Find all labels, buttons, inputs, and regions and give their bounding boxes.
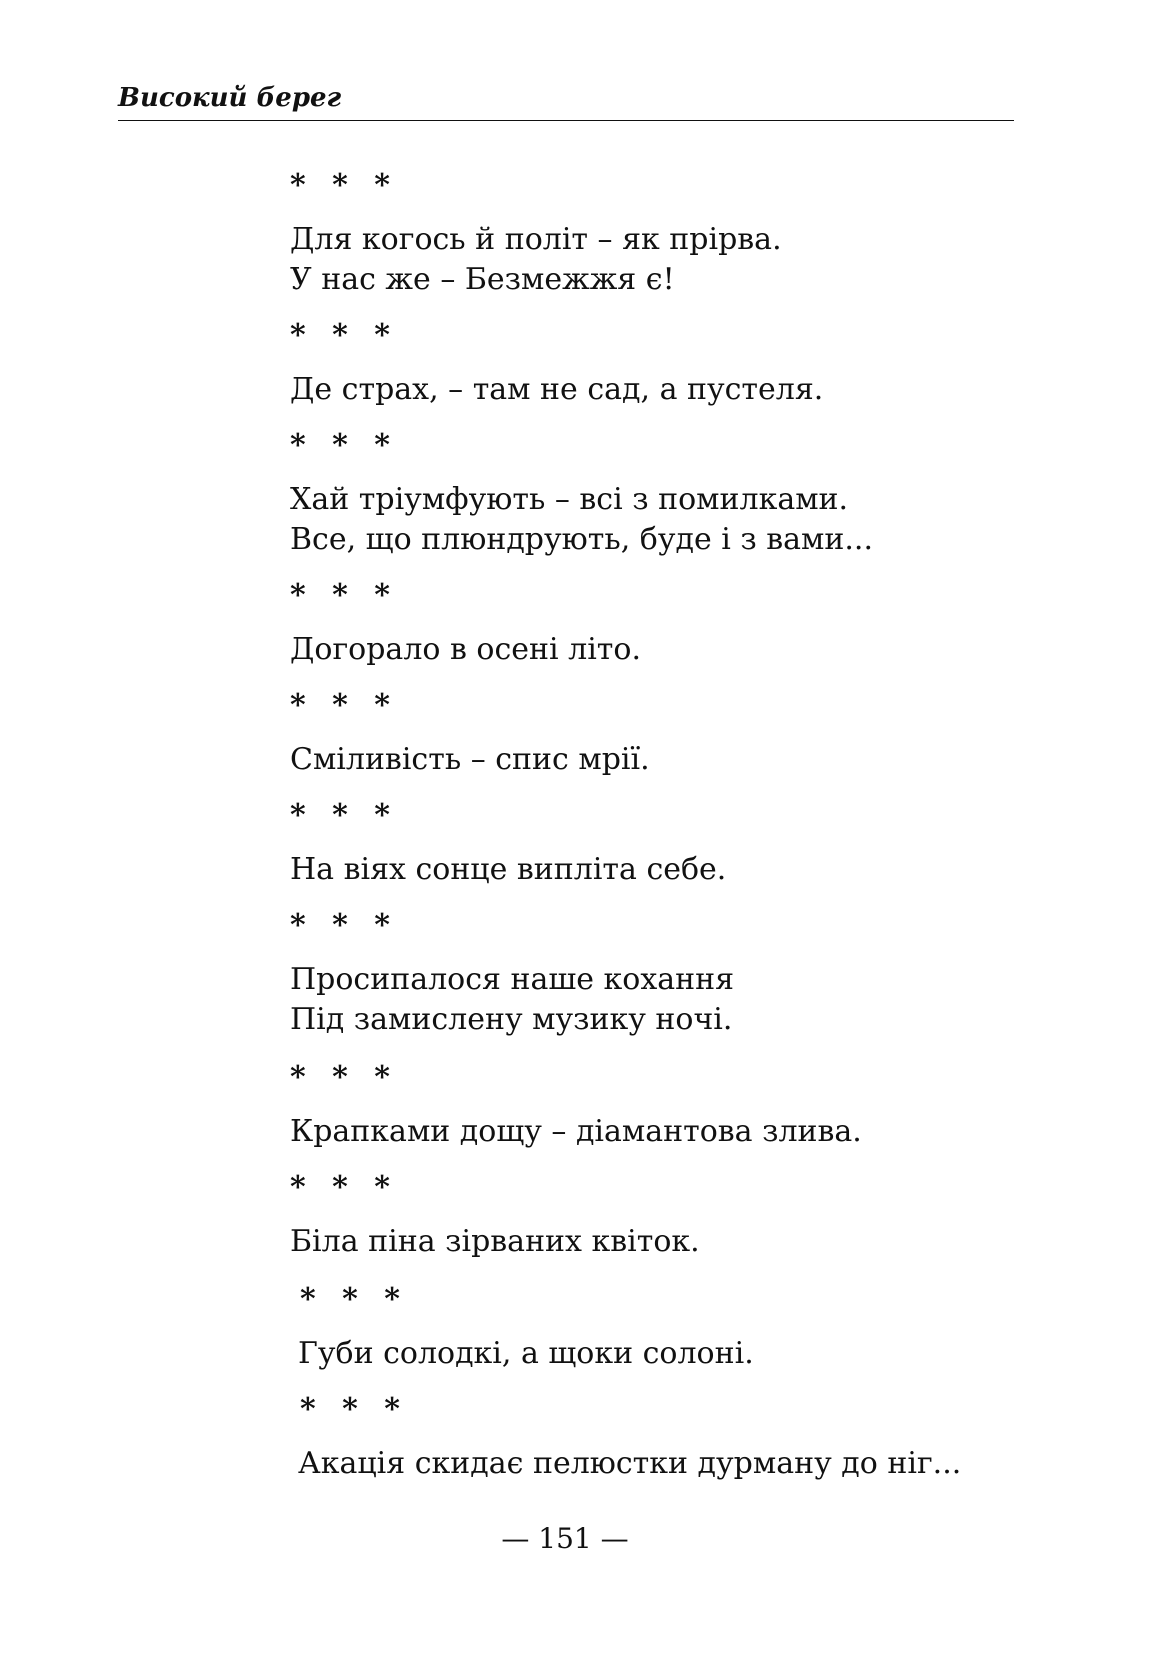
stanza-separator: * * *: [290, 1170, 398, 1205]
stanza-separator: * * *: [290, 908, 398, 943]
verse-line: Губи солодкі, а щоки солоні.: [298, 1336, 754, 1371]
stanza-separator: * * *: [290, 798, 398, 833]
stanza-separator: * * *: [300, 1392, 408, 1427]
running-header-title: Високий берег: [118, 83, 342, 113]
verse-line: Де страх, – там не сад, а пустеля.: [290, 372, 824, 407]
verse-line: Акація скидає пелюстки дурману до ніг...: [298, 1446, 962, 1481]
stanza-separator: * * *: [290, 578, 398, 613]
page-number: — 151 —: [501, 1522, 629, 1555]
verse-line: Під замислену музику ночі.: [290, 1002, 733, 1037]
verse-line: У нас же – Безмежжя є!: [290, 262, 675, 297]
stanza-separator: * * *: [290, 428, 398, 463]
verse-line: Для когось й політ – як прірва.: [290, 222, 782, 257]
verse-line: Все, що плюндрують, буде і з вами...: [290, 522, 873, 557]
verse-line: Просипалося наше кохання: [290, 962, 735, 997]
verse-line: На віях сонце випліта себе.: [290, 852, 727, 887]
stanza-separator: * * *: [300, 1282, 408, 1317]
verse-line: Крапками дощу – діамантова злива.: [290, 1114, 862, 1149]
verse-line: Сміливість – спис мрії.: [290, 742, 650, 777]
verse-line: Біла піна зірваних квіток.: [290, 1224, 700, 1259]
verse-line: Догорало в осені літо.: [290, 632, 641, 667]
stanza-separator: * * *: [290, 168, 398, 203]
stanza-separator: * * *: [290, 1060, 398, 1095]
stanza-separator: * * *: [290, 688, 398, 723]
stanza-separator: * * *: [290, 318, 398, 353]
verse-line: Хай тріумфують – всі з помилками.: [290, 482, 849, 517]
